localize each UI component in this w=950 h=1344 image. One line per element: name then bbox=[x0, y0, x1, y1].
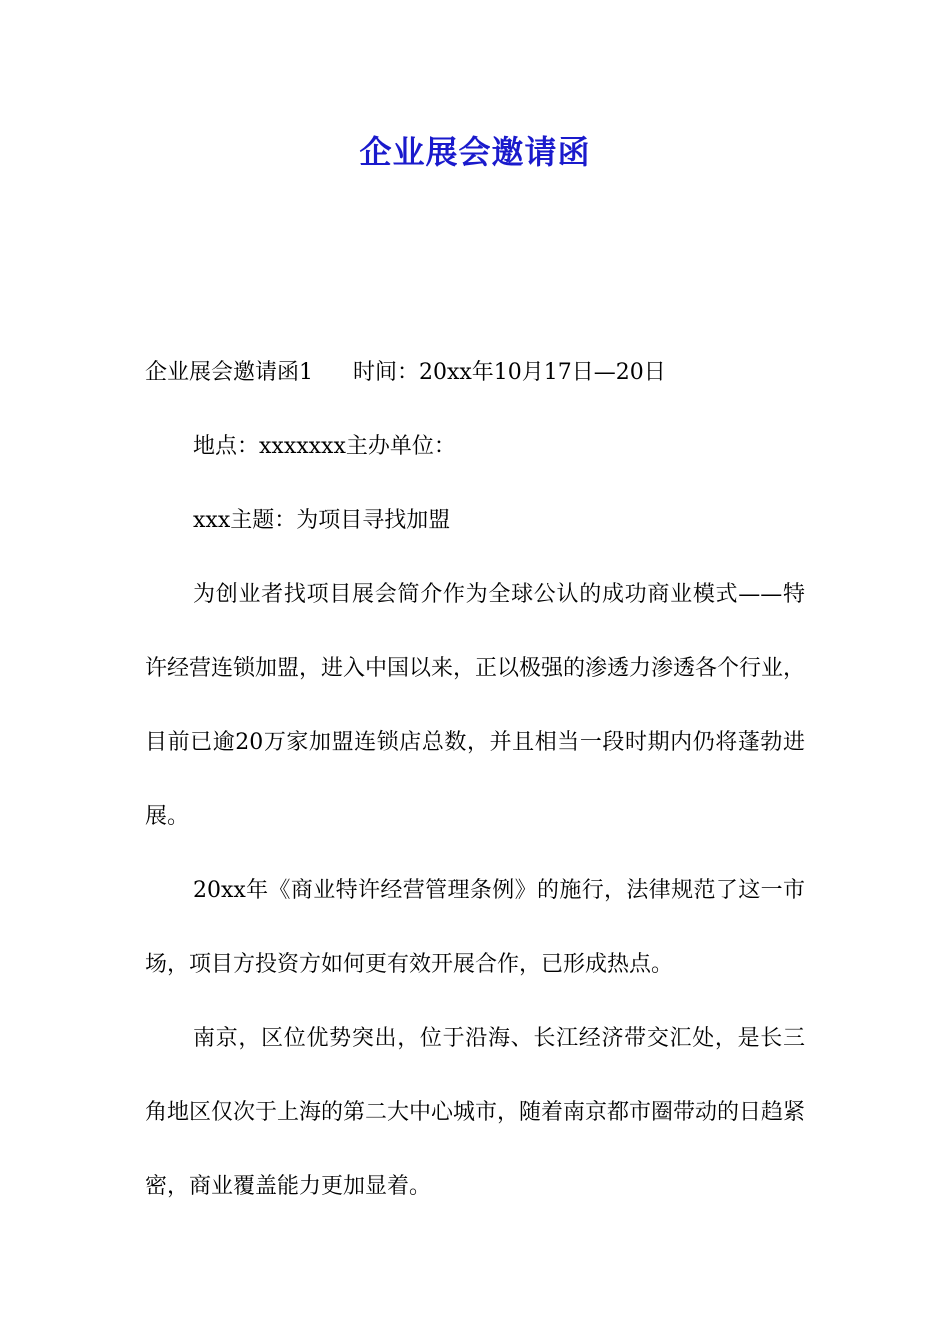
paragraph-regulation: 20xx年《商业特许经营管理条例》的施行，法律规范了这一市场，项目方投资方如何更有效开展合作，已形成热点。 bbox=[145, 878, 805, 977]
document-body bbox=[145, 336, 805, 1224]
paragraph-nanjing: 南京，区位优势突出，位于沿海、长江经济带交汇处，是长三角地区仅次于上海的第二大中心城市，随着南京都市圈带动的日趋紧密，商业覆盖能力更加显着。 bbox=[145, 1026, 806, 1199]
paragraph-header-line bbox=[145, 336, 805, 410]
event-time: 时间：20xx年10月17日—20日 bbox=[353, 360, 666, 385]
document-title: 企业展会邀请函 bbox=[359, 133, 591, 171]
invitation-label: 企业展会邀请函1 bbox=[145, 360, 313, 385]
paragraph-theme: xxx主题：为项目寻找加盟 bbox=[193, 508, 451, 533]
paragraph-introduction: 为创业者找项目展会简介作为全球公认的成功商业模式——特许经营连锁加盟，进入中国以来，正以极强的渗透力渗透各个行业，目前已逾20万家加盟连锁店总数，并且相当一段时期内仍将蓬勃进展。 bbox=[145, 582, 806, 829]
paragraph-location: 地点：xxxxxxx主办单位： bbox=[193, 434, 456, 459]
